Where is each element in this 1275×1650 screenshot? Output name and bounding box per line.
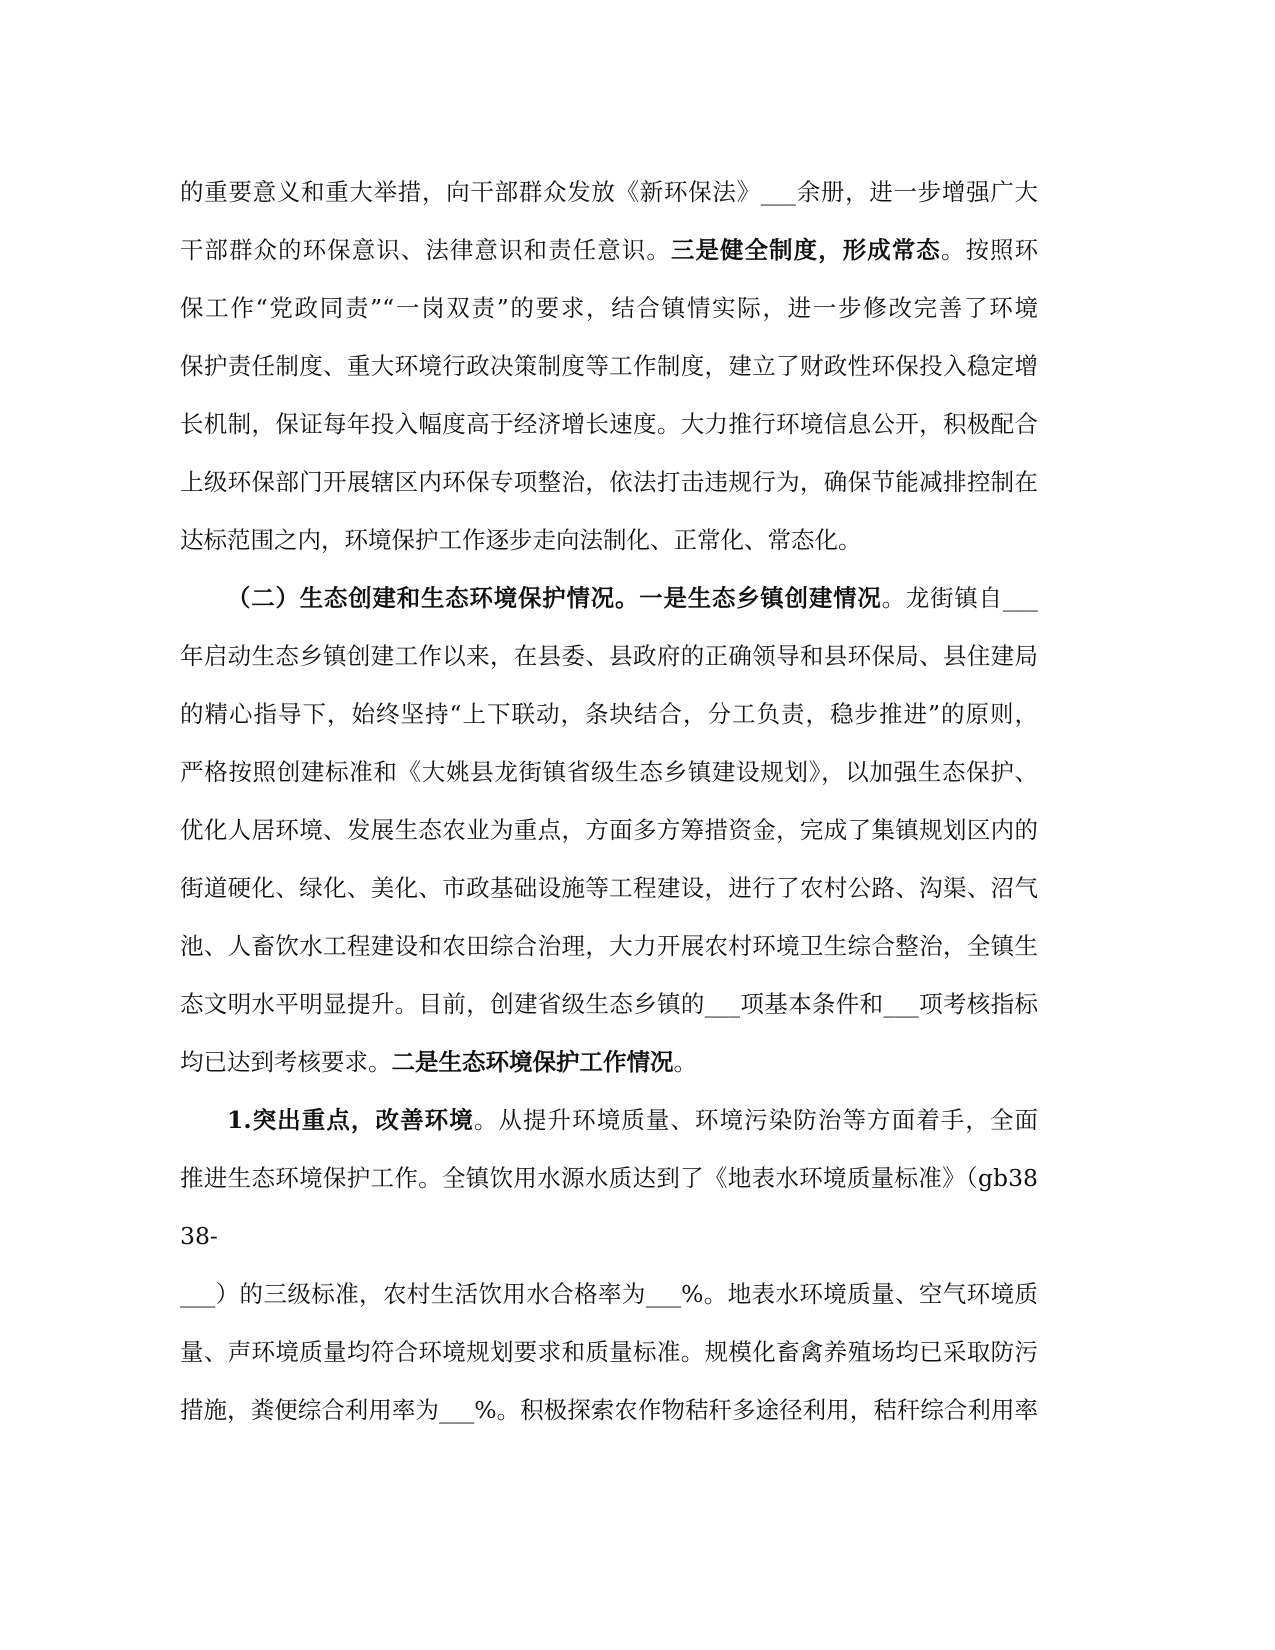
text-run: 推进生态环境保护工作。全镇饮用水源水质达到了《地表水环境质量标准》（gb38 <box>180 1164 1038 1192</box>
text-line <box>180 859 1038 917</box>
text-line <box>180 1033 1038 1091</box>
text-run: 干部群众的环保意识、法律意识和责任意识。 <box>180 236 671 264</box>
text-run: 的精心指导下，始终坚持“上下联动，条块结合，分工负责，稳步推进”的原则， <box>180 700 1038 728</box>
text-line <box>180 569 1038 627</box>
text-run: 长机制，保证每年投入幅度高于经济增长速度。大力推行环境信息公开，积极配合 <box>180 410 1038 438</box>
bold-text-run: 1.突出重点，改善环境 <box>227 1106 474 1134</box>
text-run: 池、人畜饮水工程建设和农田综合治理，大力开展农村环境卫生综合整治，全镇生 <box>180 932 1038 960</box>
text-run: 措施，粪便综合利用率为___%。积极探索农作物秸秆多途径利用，秸秆综合利用率 <box>180 1396 1038 1424</box>
text-run: 。龙街镇自___ <box>881 584 1038 612</box>
text-line <box>180 1265 1038 1323</box>
text-run: 年启动生态乡镇创建工作以来，在县委、县政府的正确领导和县环保局、县住建局 <box>180 642 1038 670</box>
text-line <box>180 279 1038 337</box>
text-run: 量、声环境质量均符合环境规划要求和质量标准。规模化畜禽养殖场均已采取防污 <box>180 1338 1038 1366</box>
text-run: ___）的三级标准，农村生活饮用水合格率为___%。地表水环境质量、空气环境质 <box>180 1280 1038 1308</box>
text-line <box>180 1207 1038 1265</box>
text-run: 的重要意义和重大举措，向干部群众发放《新环保法》___余册，进一步增强广大 <box>180 178 1038 206</box>
text-line <box>180 743 1038 801</box>
text-run: 态文明水平明显提升。目前，创建省级生态乡镇的___项基本条件和___项考核指标 <box>180 990 1038 1018</box>
text-line <box>180 1323 1038 1381</box>
text-line <box>180 1381 1038 1439</box>
bold-text-run: 三是健全制度，形成常态 <box>670 236 941 264</box>
document-page <box>180 163 1038 1439</box>
text-run: 。按照环 <box>940 236 1038 264</box>
text-run: 。 <box>673 1048 697 1076</box>
text-run: 严格按照创建标准和《大姚县龙街镇省级生态乡镇建设规划》，以加强生态保护、 <box>180 758 1038 786</box>
text-run: 。从提升环境质量、环境污染防治等方面着手，全面 <box>473 1106 1038 1134</box>
text-line <box>180 801 1038 859</box>
text-line <box>180 627 1038 685</box>
text-line <box>180 221 1038 279</box>
bold-text-run: 二是生态环境保护工作情况 <box>391 1048 674 1076</box>
text-line <box>180 1149 1038 1207</box>
text-line <box>180 685 1038 743</box>
bold-text-run: （二）生态创建和生态环境保护情况。一是生态乡镇创建情况 <box>227 584 882 612</box>
text-line <box>180 917 1038 975</box>
text-run: 优化人居环境、发展生态农业为重点，方面多方筹措资金，完成了集镇规划区内的 <box>180 816 1038 844</box>
text-line <box>180 395 1038 453</box>
text-line <box>180 511 1038 569</box>
text-run: 街道硬化、绿化、美化、市政基础设施等工程建设，进行了农村公路、沟渠、沼气 <box>180 874 1038 902</box>
text-run: 保护责任制度、重大环境行政决策制度等工作制度，建立了财政性环保投入稳定增 <box>180 352 1038 380</box>
text-line <box>180 453 1038 511</box>
text-line <box>180 337 1038 395</box>
text-run: 达标范围之内，环境保护工作逐步走向法制化、正常化、常态化。 <box>180 526 862 554</box>
text-run: 均已达到考核要求。 <box>180 1048 392 1076</box>
text-run: 38- <box>180 1222 218 1250</box>
text-line <box>180 1091 1038 1149</box>
text-line <box>180 163 1038 221</box>
text-run: 保工作“党政同责”“一岗双责”的要求，结合镇情实际，进一步修改完善了环境 <box>180 294 1038 322</box>
text-run: 上级环保部门开展辖区内环保专项整治，依法打击违规行为，确保节能减排控制在 <box>180 468 1038 496</box>
text-line <box>180 975 1038 1033</box>
